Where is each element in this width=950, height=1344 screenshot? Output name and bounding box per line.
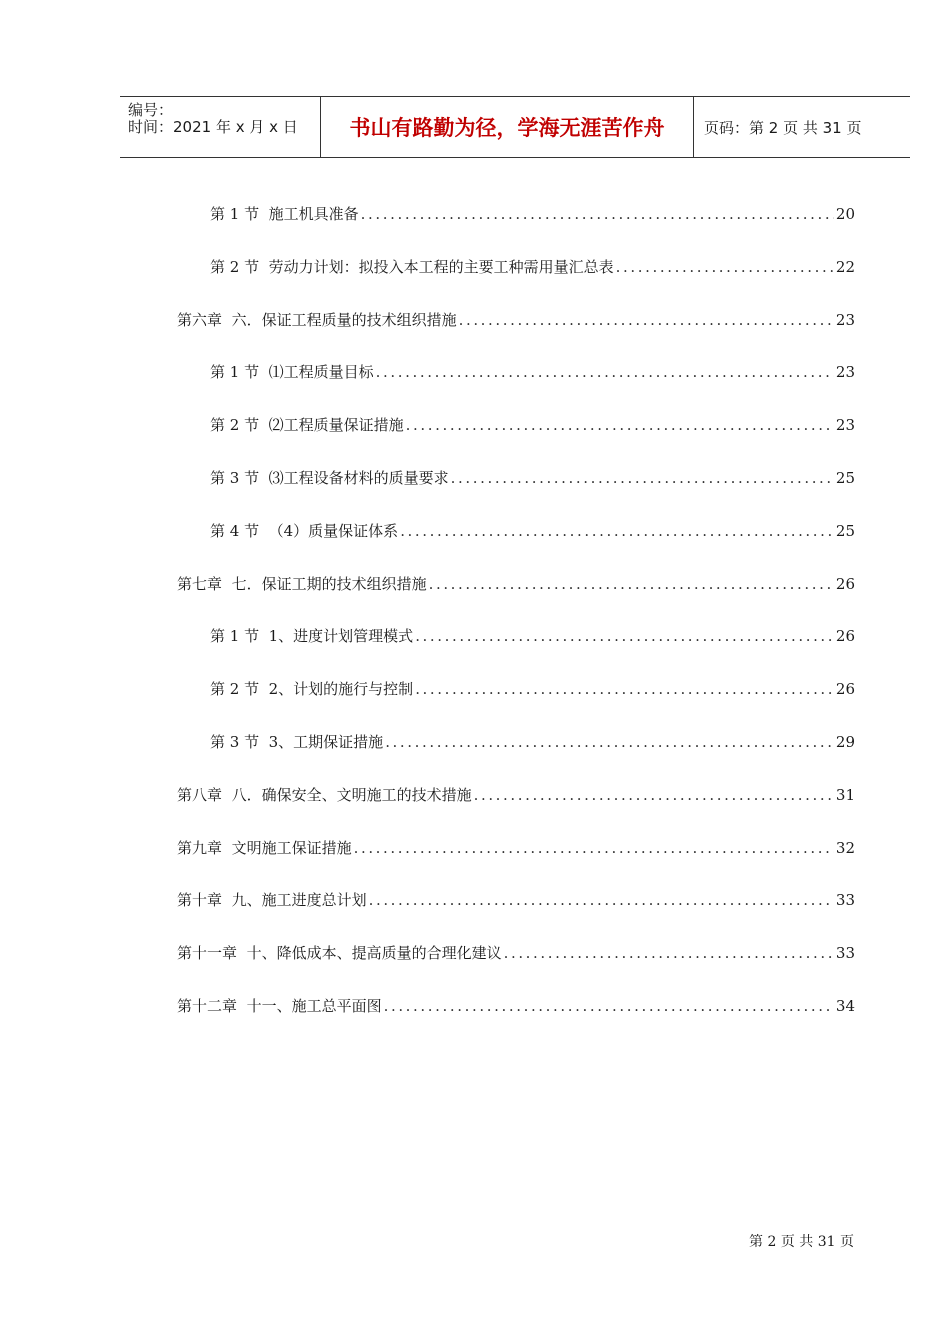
toc-entry-title: 十一、施工总平面图 (246, 997, 382, 1015)
toc-entry-title: ⑶工程设备材料的质量要求 (268, 469, 449, 487)
toc-entry[interactable] (210, 414, 855, 436)
toc-entry-page: 25 (835, 469, 855, 487)
toc-entry-number: 第六章 (177, 311, 223, 329)
toc-entry-number: 第十二章 (177, 997, 238, 1015)
toc-entry[interactable] (210, 203, 855, 225)
header-motto: 书山有路勤为径，学海无涯苦作舟 (321, 97, 694, 157)
toc-entry-number: 第 3 节 (210, 469, 260, 487)
toc-leader-dots (361, 203, 834, 225)
toc-entry-page: 32 (835, 839, 855, 857)
toc-entry-page: 23 (835, 363, 855, 381)
toc-entry[interactable] (210, 467, 855, 489)
toc-entry-number: 第十一章 (177, 944, 238, 962)
toc-entry[interactable] (210, 361, 855, 383)
toc-leader-dots (616, 256, 834, 278)
toc-entry-title: ⑴工程质量目标 (268, 363, 374, 381)
toc-leader-dots (354, 837, 834, 859)
toc-entry[interactable] (177, 784, 855, 806)
toc-entry-number: 第九章 (177, 839, 223, 857)
toc-entry-number: 第八章 (177, 786, 223, 804)
toc-entry-page: 23 (835, 311, 855, 329)
toc-entry[interactable] (177, 309, 855, 331)
toc-entry-number: 第 4 节 (210, 522, 260, 540)
toc-entry[interactable] (177, 573, 855, 595)
toc-leader-dots (376, 361, 834, 383)
toc-entry-page: 31 (835, 786, 855, 804)
toc-entry-title: 1、进度计划管理模式 (268, 627, 414, 645)
toc-entry-title: ⑵工程质量保证措施 (268, 416, 404, 434)
toc-entry[interactable] (210, 731, 855, 753)
toc-leader-dots (369, 889, 834, 911)
header-page-info: 页码：第 2 页 共 31 页 (704, 118, 862, 137)
toc-entry-page: 34 (835, 997, 855, 1015)
toc-entry-page: 26 (835, 680, 855, 698)
toc-leader-dots (504, 942, 834, 964)
number-label: 编号： (128, 101, 174, 119)
toc-entry-number: 第 1 节 (210, 205, 260, 223)
toc-leader-dots (429, 573, 834, 595)
toc-entry-title: （4）质量保证体系 (268, 522, 399, 540)
toc-entry[interactable] (177, 889, 855, 911)
toc-entry-page: 20 (835, 205, 855, 223)
toc-entry-title: 六．保证工程质量的技术组织措施 (231, 311, 457, 329)
toc-leader-dots (415, 625, 834, 647)
toc-entry-title: 2、计划的施行与控制 (268, 680, 414, 698)
toc-entry-number: 第七章 (177, 575, 223, 593)
toc-entry-title: 3、工期保证措施 (268, 733, 384, 751)
toc-entry-page: 33 (835, 944, 855, 962)
toc-leader-dots (406, 414, 834, 436)
toc-entry-number: 第 3 节 (210, 733, 260, 751)
toc-entry-number: 第 2 节 (210, 680, 260, 698)
toc-entry-title: 七．保证工期的技术组织措施 (231, 575, 427, 593)
toc-entry-page: 26 (835, 627, 855, 645)
toc-entry-page: 26 (835, 575, 855, 593)
toc-entry[interactable] (177, 942, 855, 964)
header-meta (120, 97, 321, 157)
toc-entry-title: 文明施工保证措施 (231, 839, 352, 857)
toc-entry-number: 第 2 节 (210, 416, 260, 434)
toc-leader-dots (384, 995, 834, 1017)
toc-entry[interactable] (210, 520, 855, 542)
toc-leader-dots (400, 520, 834, 542)
toc-leader-dots (459, 309, 834, 331)
toc-entry-number: 第 1 节 (210, 627, 260, 645)
toc-entry[interactable] (210, 625, 855, 647)
page-header (120, 96, 910, 158)
toc-entry-title: 劳动力计划：拟投入本工程的主要工种需用量汇总表 (268, 258, 614, 276)
toc-leader-dots (474, 784, 834, 806)
page-footer: 第 2 页 共 31 页 (749, 1234, 854, 1250)
toc-entry[interactable] (177, 837, 855, 859)
time-label: 时间：2021 年 x 月 x 日 (128, 118, 298, 136)
toc-entry[interactable] (210, 256, 855, 278)
toc-entry-number: 第 2 节 (210, 258, 260, 276)
toc-entry-number: 第 1 节 (210, 363, 260, 381)
toc-entry-title: 施工机具准备 (268, 205, 359, 223)
toc-entry-page: 33 (835, 891, 855, 909)
toc-entry-page: 25 (835, 522, 855, 540)
toc-entry-page: 23 (835, 416, 855, 434)
toc-entry[interactable] (210, 678, 855, 700)
toc-entry-page: 22 (835, 258, 855, 276)
toc-entry-title: 十、降低成本、提高质量的合理化建议 (246, 944, 502, 962)
toc-leader-dots (451, 467, 834, 489)
toc-entry-number: 第十章 (177, 891, 223, 909)
toc-leader-dots (415, 678, 834, 700)
toc-entry-title: 八．确保安全、文明施工的技术措施 (231, 786, 472, 804)
toc-leader-dots (385, 731, 834, 753)
toc-entry-page: 29 (835, 733, 855, 751)
toc-entry-title: 九、施工进度总计划 (231, 891, 367, 909)
toc-entry[interactable] (177, 995, 855, 1017)
